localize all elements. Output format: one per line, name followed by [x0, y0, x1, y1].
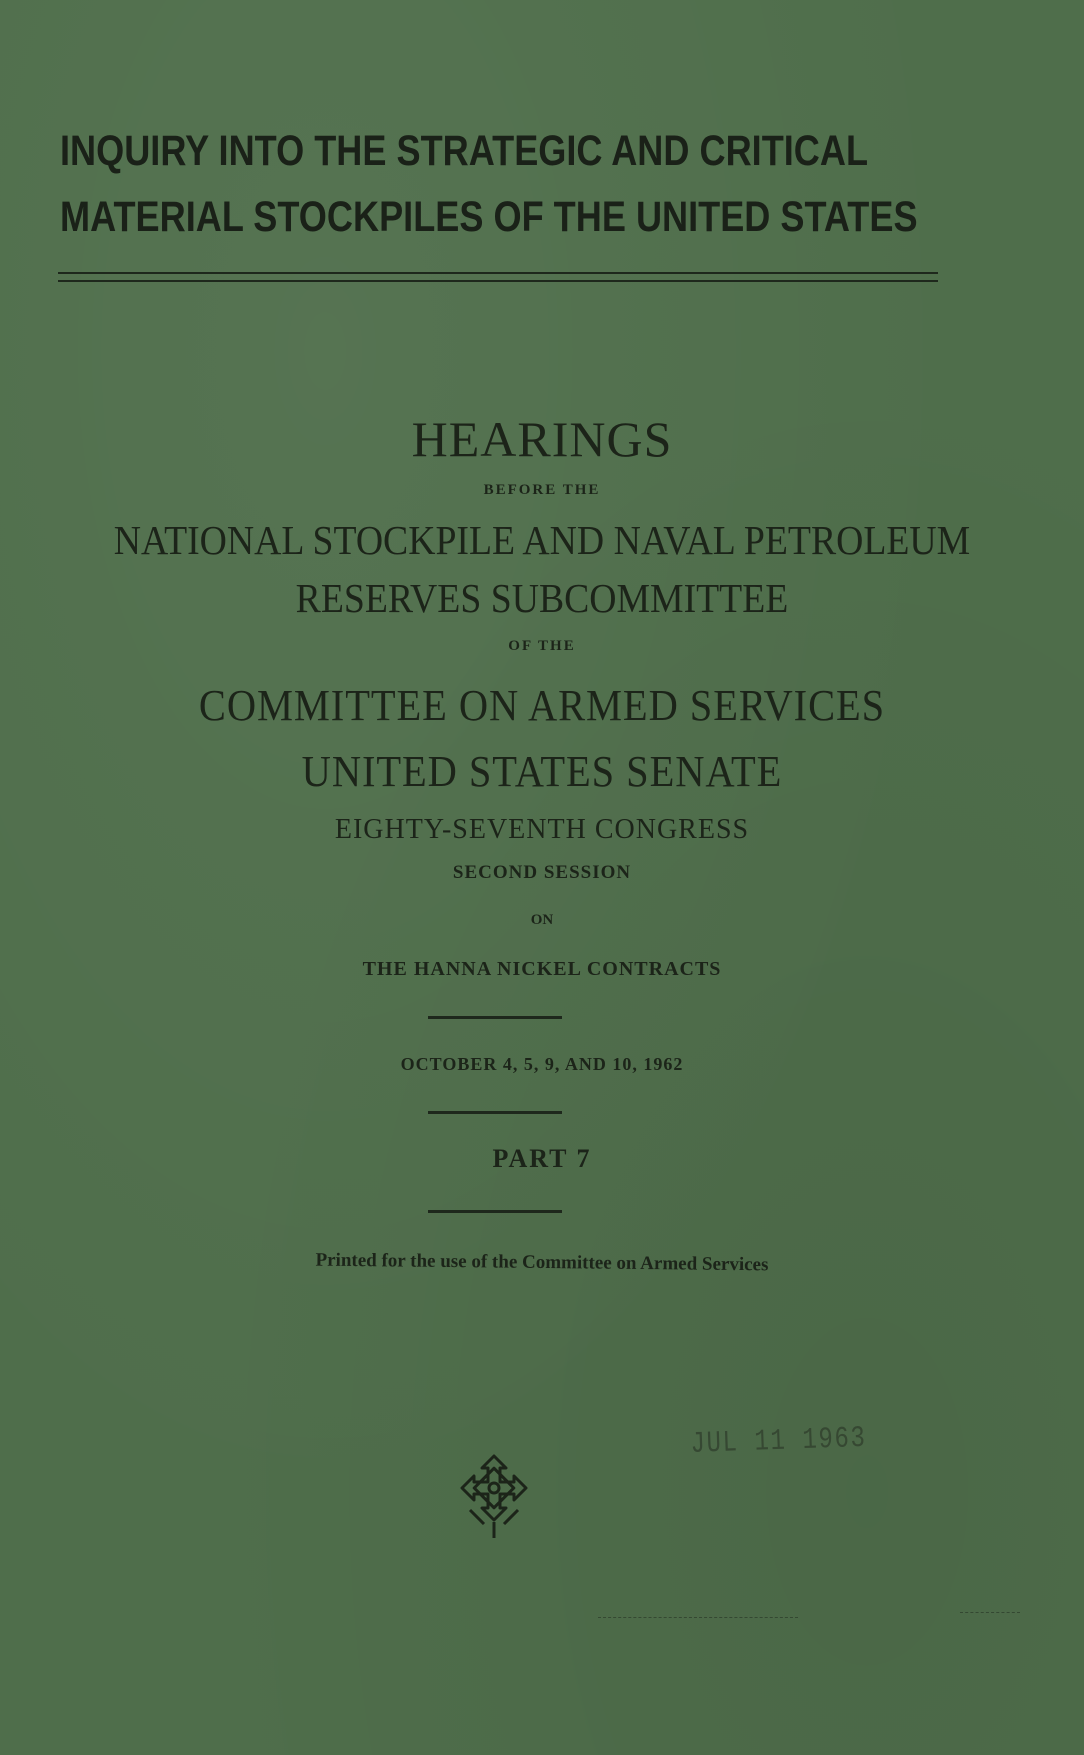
- paper-scuff: [598, 1617, 798, 1618]
- before-the-text: BEFORE THE: [483, 482, 601, 498]
- part-number: PART 7: [492, 1144, 592, 1173]
- separator-rule-3: [428, 1210, 562, 1213]
- printed-for-text: Printed for the use of the Committee on Armed Services: [315, 1249, 769, 1276]
- title-rule-lower: [58, 280, 938, 282]
- gpo-emblem-icon: [450, 1452, 538, 1542]
- title-rule-upper: [58, 272, 938, 274]
- session-text: SECOND SESSION: [452, 862, 632, 883]
- hearings-heading: HEARINGS: [411, 411, 673, 467]
- separator-rule-2: [428, 1111, 562, 1114]
- received-date-stamp: JUL 11 1963: [690, 1421, 868, 1462]
- senate-name: UNITED STATES SENATE: [301, 747, 783, 796]
- congress-text: EIGHTY-SEVENTH CONGRESS: [334, 814, 750, 845]
- subcommittee-line-2: RESERVES SUBCOMMITTEE: [295, 575, 789, 621]
- subject-text: THE HANNA NICKEL CONTRACTS: [362, 958, 722, 980]
- paper-scuff: [960, 1612, 1020, 1613]
- of-the-text: OF THE: [508, 638, 576, 654]
- top-title-line-2: MATERIAL STOCKPILES OF THE UNITED STATES: [60, 193, 918, 241]
- on-text: ON: [530, 912, 554, 928]
- separator-rule-1: [428, 1016, 562, 1019]
- hearing-dates: OCTOBER 4, 5, 9, AND 10, 1962: [400, 1054, 684, 1074]
- top-title-line-1: INQUIRY INTO THE STRATEGIC AND CRITICAL: [60, 127, 869, 175]
- subcommittee-line-1: NATIONAL STOCKPILE AND NAVAL PETROLEUM: [113, 517, 971, 563]
- committee-name: COMMITTEE ON ARMED SERVICES: [198, 681, 886, 730]
